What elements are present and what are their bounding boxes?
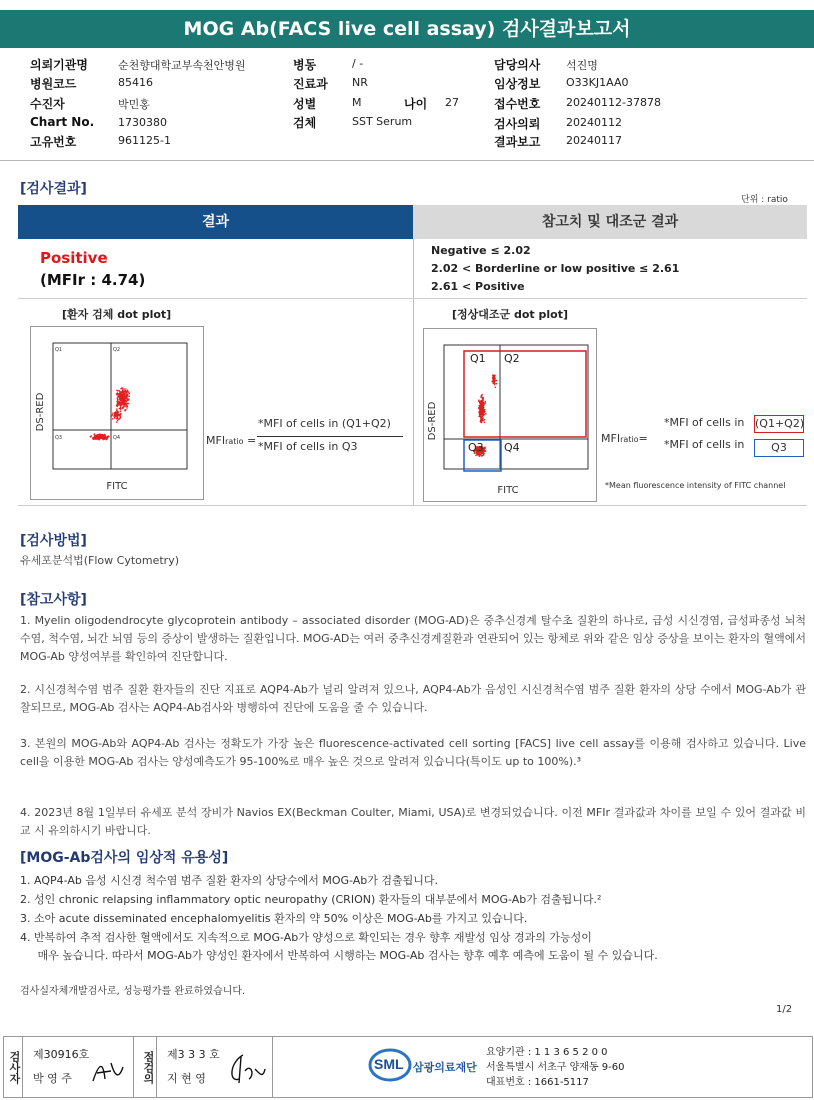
quadrant-label-q4: Q4 — [504, 441, 520, 454]
column-divider — [413, 299, 414, 506]
dot — [118, 390, 120, 392]
notes-heading: [참고사항] — [20, 592, 87, 608]
clinical-item-4-cont: 매우 높습니다. 따라서 MOG-Ab가 양성인 환자에서 반복하여 시행하는 MOG-Ab 검사는 향후 예후 예측에 도움이 될 수 있습니다. — [20, 949, 658, 962]
dot — [119, 417, 121, 419]
y-axis-label: DS-RED — [427, 401, 438, 441]
dot — [101, 436, 103, 438]
dot — [493, 383, 495, 385]
info-label: 병동 — [293, 58, 317, 72]
formula2-numerator-box: (Q1+Q2) — [754, 415, 804, 433]
dot — [121, 395, 123, 397]
dot — [127, 406, 129, 408]
formula-mfi-text: MFI — [601, 432, 621, 445]
dot — [94, 438, 96, 440]
dot — [126, 397, 128, 399]
column-divider — [413, 239, 414, 299]
dot — [125, 388, 127, 390]
info-label: 의뢰기관명 — [30, 58, 88, 72]
reviewer-cell — [157, 1037, 273, 1097]
dot — [120, 410, 122, 412]
dot — [123, 388, 125, 390]
age-label: 나이 — [404, 97, 428, 111]
reviewer-name: 지 현 영 — [167, 1072, 206, 1085]
y-axis-label: DS-RED — [35, 392, 46, 432]
dot — [484, 419, 486, 421]
dot — [111, 415, 113, 417]
dot — [96, 438, 98, 440]
patient-dots — [90, 387, 131, 441]
dot — [126, 407, 128, 409]
info-value: 1730380 — [118, 116, 167, 129]
dot — [116, 394, 118, 396]
dot — [96, 435, 98, 437]
clinical-heading: [MOG-Ab검사의 임상적 유용성] — [20, 850, 229, 866]
note-paragraph-4: 4. 2023년 8월 1일부터 유세포 분석 장비가 Navios EX(Beckman Coulter, Miami, USA)로 변경되었습니다. 이전 MFIr 결과값과 차이를 보일 수 있어 결과값 비교 시 유의하시기 바랍니다. — [20, 806, 806, 837]
dot — [494, 378, 496, 380]
dot — [482, 408, 484, 410]
dot — [128, 395, 130, 397]
formula2-denominator-text: *MFI of cells in — [664, 438, 745, 451]
dot — [496, 383, 498, 385]
dot — [481, 400, 483, 402]
formula-eq: = — [638, 432, 648, 445]
control-plot-label: [정상대조군 dot plot] — [452, 308, 568, 321]
info-label: 진료과 — [293, 77, 328, 91]
dot — [127, 403, 129, 405]
dot — [494, 381, 496, 383]
info-label: 검사의뢰 — [494, 117, 541, 131]
patient-info — [0, 52, 814, 162]
dot — [119, 395, 121, 397]
dot — [479, 410, 481, 412]
org-code: 요양기관 : 1 1 3 6 5 2 0 0 — [486, 1047, 608, 1058]
dot — [117, 417, 119, 419]
dot — [124, 396, 126, 398]
dot — [480, 413, 482, 415]
footnote-mfi: *Mean fluorescence intensity of FITC channel — [605, 481, 786, 490]
org-name: 삼광의료재단 — [413, 1061, 477, 1074]
dot — [117, 412, 119, 414]
dot — [123, 400, 125, 402]
dot — [120, 413, 122, 415]
dot — [96, 437, 98, 439]
reviewer-signature — [225, 1049, 267, 1087]
dot — [125, 392, 127, 394]
dot — [94, 433, 96, 435]
dot — [120, 388, 122, 390]
dot — [483, 403, 485, 405]
dot — [481, 403, 483, 405]
note-paragraph-2: 2. 시신경척수염 범주 질환 환자들의 진단 지표로 AQP4-Ab가 널리 알려져 있으나, AQP4-Ab가 음성인 시신경척수염 범주 질환 환자의 상당 수에서 MOG-Ab가 관찰되므로, MOG-Ab 검사는 AQP4-Ab검사와 병행하여 진단에 도움을 줄 수 있습니다. — [20, 683, 806, 714]
dot — [492, 381, 494, 383]
dot — [485, 413, 487, 415]
quadrant-label-q3: Q3 — [468, 441, 484, 454]
dot — [106, 439, 108, 441]
dot — [122, 408, 124, 410]
info-label: 담당의사 — [494, 58, 541, 72]
dot — [116, 404, 118, 406]
info-label: 수진자 — [30, 97, 65, 111]
formula-mfi-text: MFI — [206, 434, 226, 447]
dot — [480, 402, 482, 404]
dot — [119, 393, 121, 395]
result-positive: Positive — [40, 249, 108, 267]
dot — [117, 399, 119, 401]
info-value: M — [352, 96, 362, 109]
info-label: 병원코드 — [30, 77, 77, 91]
dot — [481, 395, 483, 397]
dot — [484, 446, 486, 448]
dot — [128, 391, 130, 393]
dot — [480, 405, 482, 407]
dot — [484, 401, 486, 403]
info-value: NR — [352, 76, 368, 89]
dot — [122, 388, 124, 390]
dot — [480, 416, 482, 418]
info-label: 접수번호 — [494, 97, 541, 111]
info-value: 순천향대학교부속천안병원 — [118, 59, 246, 72]
result-column-header: 결과 — [18, 205, 413, 239]
dot — [483, 412, 485, 414]
method-text: 유세포분석법(Flow Cytometry) — [20, 554, 180, 567]
info-value: SST Serum — [352, 115, 413, 128]
formula-mfi — [206, 434, 256, 447]
sml-logo — [368, 1045, 477, 1089]
dot — [125, 403, 127, 405]
dot — [102, 434, 104, 436]
patient-dot-plot — [30, 326, 204, 500]
validation-note: 검사실자체개발검사로, 성능평가를 완료하였습니다. — [20, 986, 246, 997]
dot — [114, 417, 116, 419]
dot — [129, 393, 131, 395]
dot — [117, 420, 119, 422]
tester-cell — [23, 1037, 134, 1097]
info-label: 결과보고 — [494, 135, 541, 149]
dot — [103, 436, 105, 438]
method-heading: [검사방법] — [20, 533, 87, 549]
tester-label: 검사자 — [4, 1037, 23, 1097]
ref-line-negative: Negative ≤ 2.02 — [431, 244, 531, 257]
ref-line-positive: 2.61 < Positive — [431, 280, 525, 293]
dot — [91, 435, 93, 437]
dot — [98, 436, 100, 438]
dot — [126, 395, 128, 397]
report-title: MOG Ab(FACS live cell assay) 검사결과보고서 — [0, 10, 814, 48]
clinical-item-1: 1. AQP4-Ab 음성 시신경 척수염 범주 질환 환자의 상당수에서 MOG-Ab가 검출됩니다. — [20, 874, 438, 887]
info-label: 임상정보 — [494, 77, 541, 91]
dot — [475, 455, 477, 457]
divider — [18, 505, 807, 506]
reference-column-header: 참고치 및 대조군 결과 — [413, 205, 807, 239]
x-axis-label: FITC — [497, 485, 519, 496]
formula-eq: = — [247, 434, 257, 447]
dot — [115, 411, 117, 413]
page-number: 1/2 — [776, 1004, 793, 1015]
dot — [120, 406, 122, 408]
dot — [114, 414, 116, 416]
formula2-numerator-text: *MFI of cells in — [664, 416, 745, 429]
unit-label: 단위 : ratio — [741, 195, 788, 205]
quadrant-label-q3: Q3 — [55, 435, 63, 441]
dot — [116, 421, 118, 423]
quadrant-label-q4: Q4 — [113, 435, 121, 441]
patient-plot-svg — [31, 327, 203, 499]
signature-footer — [3, 1036, 813, 1098]
dot — [122, 391, 124, 393]
dot — [494, 375, 496, 377]
dot — [483, 410, 485, 412]
age-value: 27 — [445, 96, 459, 109]
dot — [121, 402, 123, 404]
org-phone: 대표번호 : 1661-5117 — [486, 1077, 589, 1088]
dot — [99, 435, 101, 437]
dot — [127, 390, 129, 392]
formula2-denominator-box: Q3 — [754, 439, 804, 457]
quadrant-label-q1: Q1 — [470, 352, 486, 365]
dot — [120, 408, 122, 410]
dot — [495, 387, 497, 389]
info-value: 20240117 — [566, 134, 622, 147]
org-address: 서울특별시 서초구 양재동 9-60 — [486, 1062, 625, 1073]
clinical-item-3: 3. 소아 acute disseminated encephalomyelitis 환자의 약 50% 이상은 MOG-Ab를 가지고 있습니다. — [20, 912, 528, 925]
clinical-item-4: 4. 반복하여 추적 검사한 혈액에서도 지속적으로 MOG-Ab가 양성으로 확인되는 경우 향후 재발성 임상 경과의 가능성이 — [20, 931, 592, 944]
formula-denominator: *MFI of cells in Q3 — [258, 440, 358, 453]
dot — [482, 398, 484, 400]
tester-license: 제30916호 — [33, 1048, 90, 1061]
clinical-item-2: 2. 성인 chronic relapsing inflammatory optic neuropathy (CRION) 환자들의 대부분에서 MOG-Ab가 검출됩니다.² — [20, 893, 602, 906]
dot — [128, 398, 130, 400]
dot — [484, 422, 486, 424]
plot-frame — [53, 343, 187, 469]
patient-plot-label: [환자 검체 dot plot] — [62, 308, 172, 321]
dot — [481, 394, 483, 396]
dot — [496, 380, 498, 382]
dot — [480, 420, 482, 422]
note-paragraph-3: 3. 본원의 MOG-Ab와 AQP4-Ab 검사는 정확도가 가장 높은 fluorescence-activated cell sorting [FACS] live cell assay를 이용해 검사하고 있습니다. Live cell을 이용한 MOG-Ab 검사는 양성예측도가 95-100%로 매우 높은 것으로 알려져 있습니다(특이도 up to 100%).³ — [20, 737, 806, 768]
dot — [122, 402, 124, 404]
dot — [116, 415, 118, 417]
control-plot-svg — [424, 329, 596, 501]
info-value: 박민홍 — [118, 98, 150, 111]
quadrant-label-q1: Q1 — [55, 347, 63, 353]
dot — [116, 390, 118, 392]
dot — [117, 392, 119, 394]
info-label: 성별 — [293, 97, 317, 111]
dot — [125, 406, 127, 408]
logo-text: SML — [374, 1056, 404, 1072]
dot — [482, 414, 484, 416]
result-heading: [검사결과] — [20, 181, 87, 197]
dot — [123, 397, 125, 399]
reviewer-license: 제3 3 3 호 — [167, 1048, 220, 1061]
info-value: O33KJ1AA0 — [566, 76, 629, 89]
dot — [112, 418, 114, 420]
info-label: Chart No. — [30, 115, 95, 129]
ref-line-borderline: 2.02 < Borderline or low positive ≤ 2.61 — [431, 262, 680, 275]
dot — [479, 408, 481, 410]
dot — [484, 450, 486, 452]
control-dot-plot — [423, 328, 597, 502]
quadrant-label-q2: Q2 — [504, 352, 520, 365]
dot — [127, 398, 129, 400]
formula-ratio-sub: ratio — [225, 437, 244, 446]
dot — [119, 415, 121, 417]
tester-signature — [89, 1057, 129, 1087]
dot — [112, 412, 114, 414]
dot — [119, 404, 121, 406]
dot — [114, 415, 116, 417]
fraction-line — [257, 436, 403, 437]
info-value: 석진명 — [566, 59, 598, 72]
info-value: 85416 — [118, 76, 153, 89]
dot — [120, 400, 122, 402]
dot — [117, 411, 119, 413]
info-value: / - — [352, 57, 364, 70]
info-label: 검체 — [293, 116, 317, 130]
info-value: 20240112-37878 — [566, 96, 661, 109]
dot — [125, 409, 127, 411]
quadrant-label-q2: Q2 — [113, 347, 121, 353]
formula-numerator: *MFI of cells in (Q1+Q2) — [258, 417, 391, 430]
x-axis-label: FITC — [106, 481, 128, 492]
dot — [125, 398, 127, 400]
reviewer-label: 점검의 — [134, 1037, 157, 1097]
dot — [127, 400, 129, 402]
info-label: 고유번호 — [30, 135, 77, 149]
dot — [494, 384, 496, 386]
dot — [117, 397, 119, 399]
formula-mfi-control — [601, 432, 648, 445]
divider — [0, 160, 814, 161]
info-value: 20240112 — [566, 116, 622, 129]
formula-ratio-sub: ratio — [620, 435, 639, 444]
info-value: 961125-1 — [118, 134, 171, 147]
dot — [126, 393, 128, 395]
dot — [107, 436, 109, 438]
tester-name: 박 영 주 — [33, 1072, 72, 1085]
mfir-value: (MFIr : 4.74) — [40, 271, 146, 289]
dot — [122, 403, 124, 405]
dot — [116, 408, 118, 410]
note-paragraph-1: 1. Myelin oligodendrocyte glycoprotein antibody – associated disorder (MOG-AD)은 중추신경계 탈수초 질환의 하나로, 급성 시신경염, 급성파종성 뇌척수염, 척수염, 뇌간 뇌염 등의 증상이 발생하는 질환입니다. MOG-AD는 여러 중추신경계질환과 연관되어 있는 항체로 위와 같은 임상 증상을 보이는 환자의 혈액에서 MOG-Ab 양성여부를 확인하여 진단합니다. — [20, 614, 806, 663]
dot — [483, 405, 485, 407]
dot — [98, 439, 100, 441]
dot — [119, 401, 121, 403]
